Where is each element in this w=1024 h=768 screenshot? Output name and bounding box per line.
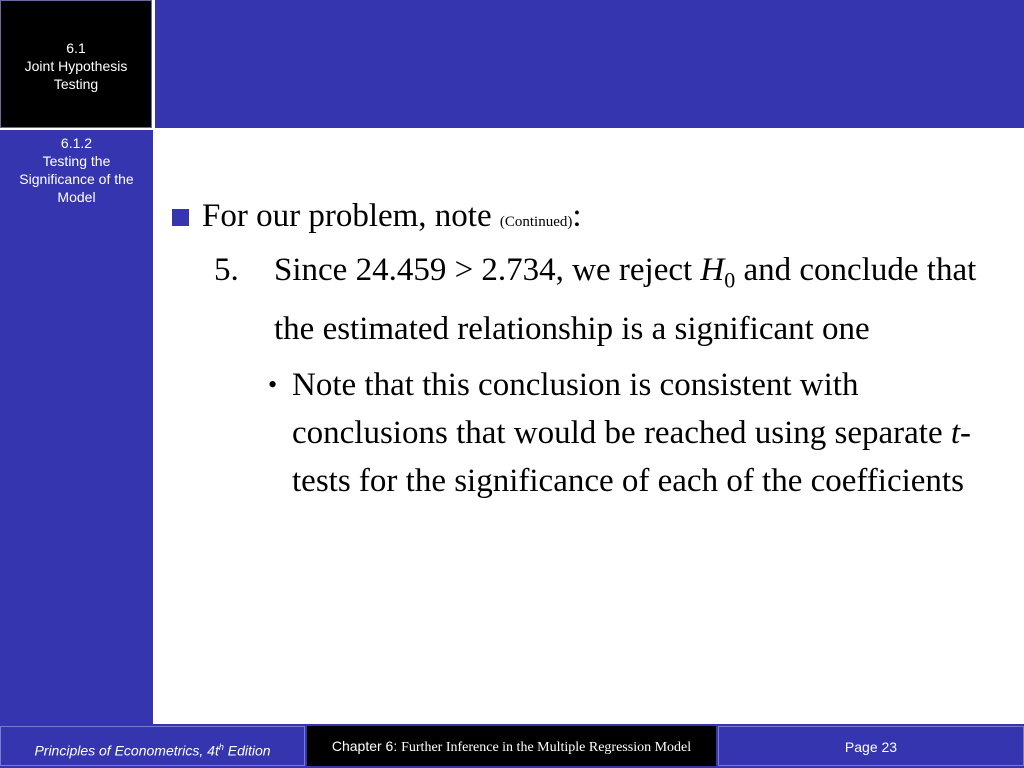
main-bullet-colon: :	[572, 198, 582, 234]
sub-text-italic: t	[950, 414, 961, 451]
book-title-a: Principles of Econometrics, 4t	[34, 742, 219, 759]
hypothesis-subscript: 0	[724, 267, 736, 293]
item-text-before: Since 24.459 > 2.734, we reject	[274, 252, 701, 288]
sub-text-after: -tests for the significance of each of the coefficients	[292, 414, 972, 499]
slide-content	[168, 192, 1018, 505]
subsection-number: 6.1.2	[60, 135, 93, 151]
chapter-title: Further Inference in the Multiple Regression Model	[401, 740, 692, 755]
numbered-item	[168, 246, 1018, 353]
book-title-b: Edition	[223, 742, 271, 759]
subsection-line1: Testing the	[42, 153, 111, 169]
sub-text-before: Note that this conclusion is consistent with conclusions that would be reached using separate	[292, 366, 951, 451]
section-number: 6.1	[66, 40, 86, 56]
continued-note: (Continued)	[499, 214, 573, 230]
subsection-line3: Model	[57, 189, 96, 205]
footer-book-title	[0, 726, 305, 766]
main-bullet	[168, 192, 1018, 246]
dot-bullet-icon: •	[268, 369, 278, 399]
item-number: 5.	[214, 252, 239, 288]
square-bullet-icon	[172, 209, 189, 226]
footer-page-number	[718, 726, 1024, 766]
section-title-line1: Joint Hypothesis	[24, 58, 128, 74]
main-bullet-text: For our problem, note	[202, 198, 500, 234]
chapter-label: Chapter 6:	[331, 738, 402, 754]
sub-bullet	[168, 361, 1018, 505]
footer	[0, 724, 1024, 768]
subsection-line2: Significance of the	[19, 171, 134, 187]
book-title-sup: h	[218, 742, 224, 752]
item-text-after: and conclude that the estimated relationship is a significant one	[274, 252, 977, 347]
section-title-line2: Testing	[53, 76, 99, 92]
footer-chapter	[307, 726, 716, 766]
hypothesis-symbol: H	[700, 252, 725, 288]
top-banner	[155, 0, 1024, 128]
page-label: Page 23	[844, 739, 898, 755]
section-header-box	[0, 0, 152, 128]
sidebar	[0, 130, 153, 724]
